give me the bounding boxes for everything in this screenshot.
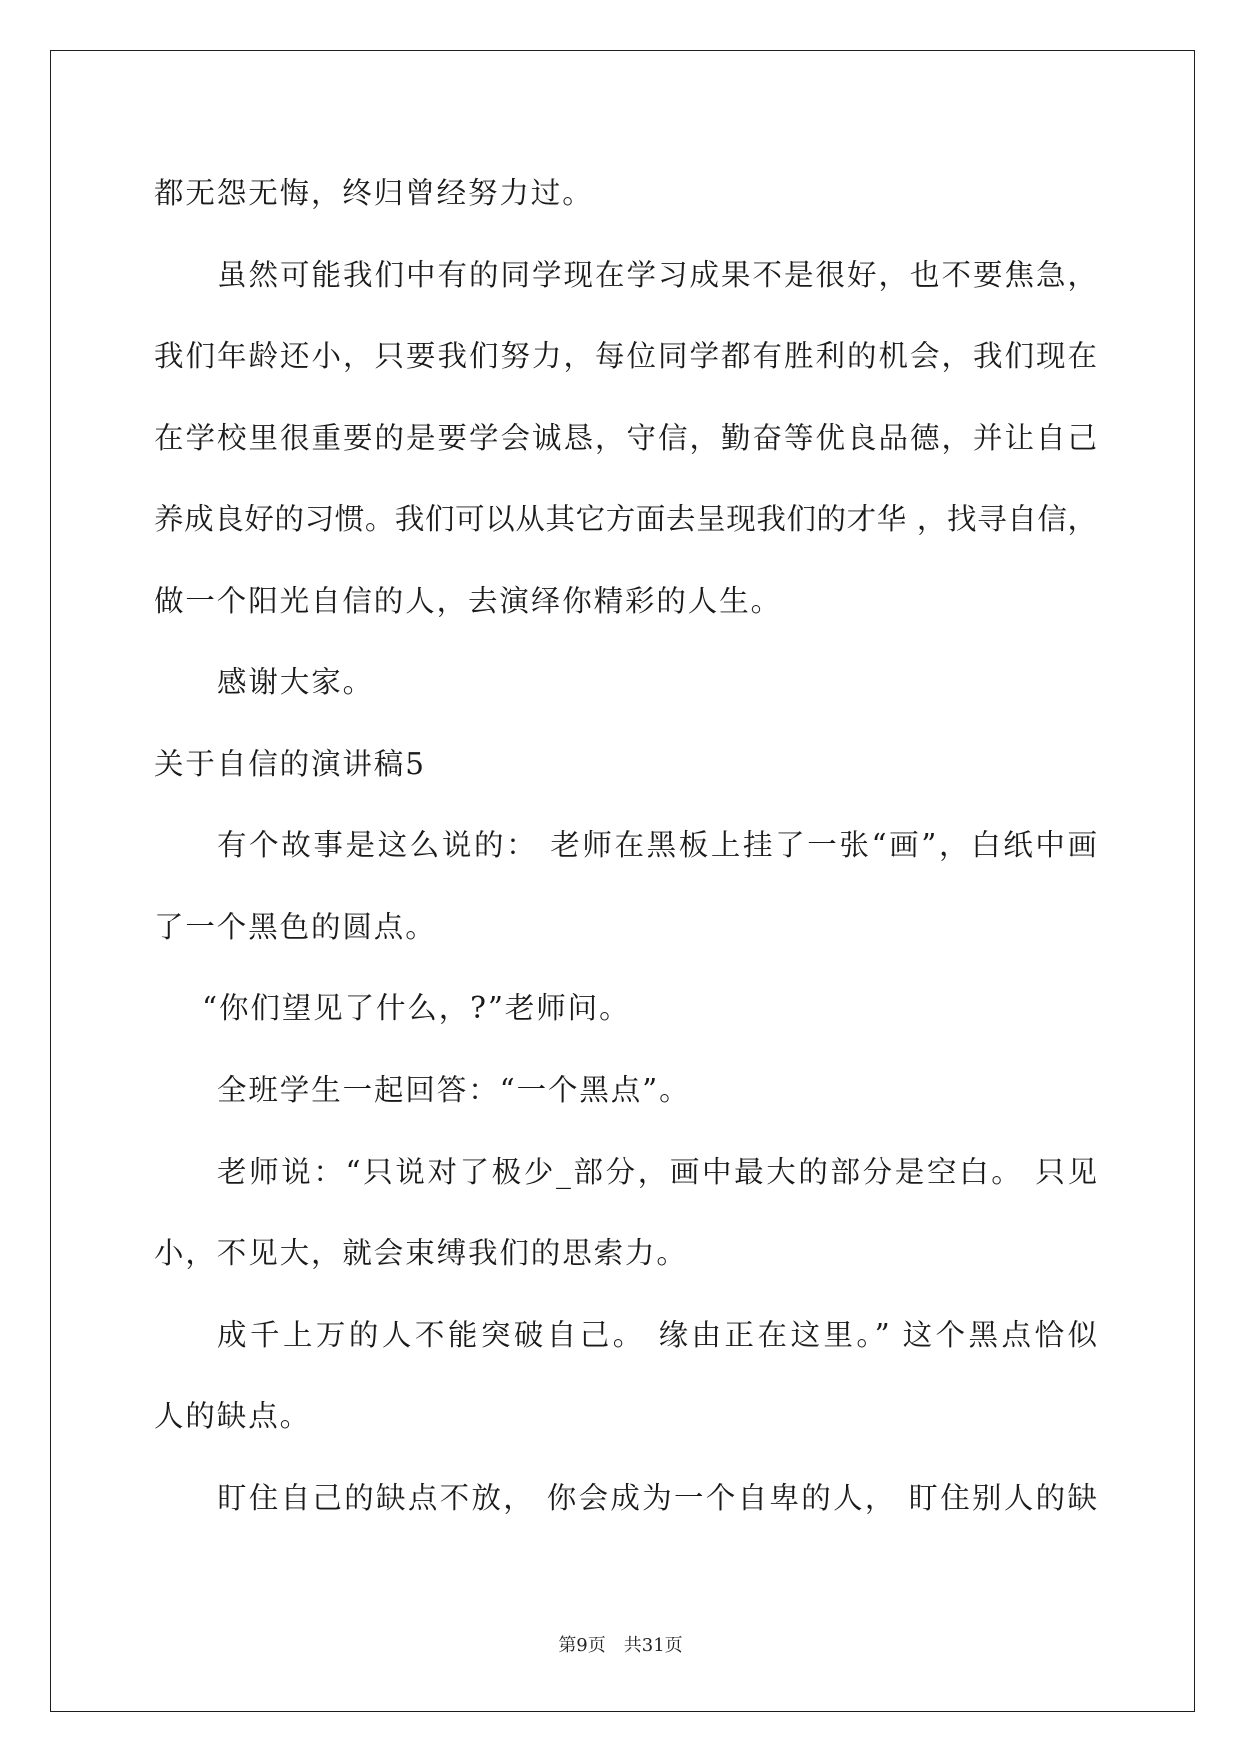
paragraph-line: 感谢大家。 xyxy=(217,665,375,700)
paragraph xyxy=(154,642,1097,724)
paragraph-line: 小，不见大，就会束缚我们的思索力。 xyxy=(154,1236,688,1271)
paragraph xyxy=(154,1458,1097,1540)
paragraph-line: 老师说：“只说对了极少_部分，画中最大的部分是空白。 只见 xyxy=(217,1154,1097,1189)
paragraph xyxy=(154,968,1097,1050)
paragraph xyxy=(154,1050,1097,1132)
paragraph-line: 有个故事是这么说的： 老师在黑板上挂了一张“画”，白纸中画 xyxy=(217,828,1097,863)
paragraph xyxy=(154,1295,1097,1458)
document-section xyxy=(154,724,1097,1539)
paragraph-line: 我们年龄还小，只要我们努力，每位同学都有胜利的机会，我们现在 xyxy=(154,339,1097,374)
paragraph-line: 在学校里很重要的是要学会诚恳，守信，勤奋等优良品德，并让自己 xyxy=(154,420,1097,455)
paragraph-line: “你们望见了什么，?”老师问。 xyxy=(202,991,631,1026)
page-number: 第9页 xyxy=(558,1635,606,1656)
paragraph-line: 成千上万的人不能突破自己。 缘由正在这里。” 这个黑点恰似 xyxy=(217,1317,1097,1352)
section-title: 关于自信的演讲稿5 xyxy=(154,746,426,781)
paragraph xyxy=(154,235,1097,643)
paragraph-line: 盯住自己的缺点不放， 你会成为一个自卑的人， 盯住别人的缺 xyxy=(217,1480,1097,1515)
paragraph xyxy=(154,153,1097,235)
paragraph-line: 做一个阳光自信的人，去演绎你精彩的人生。 xyxy=(154,583,783,618)
paragraph-line: 都无怨无悔，终归曾经努力过。 xyxy=(154,176,594,210)
document-body xyxy=(154,153,1097,1539)
document-section xyxy=(154,153,1097,724)
paragraph-line: 全班学生一起回答：“一个黑点”。 xyxy=(217,1073,691,1108)
page-total: 共31页 xyxy=(623,1635,683,1656)
paragraph-line: 虽然可能我们中有的同学现在学习成果不是很好，也不要焦急， xyxy=(217,257,1097,292)
paragraph xyxy=(154,1132,1097,1295)
paragraph xyxy=(154,805,1097,968)
paragraph-line: 人的缺点。 xyxy=(154,1399,312,1434)
paragraph-line: 养成良好的习惯。我们可以从其它方面去呈现我们的才华 ，找寻自信， xyxy=(154,502,1097,537)
paragraph-line: 了一个黑色的圆点。 xyxy=(154,909,437,944)
page-footer xyxy=(0,1634,1241,1658)
